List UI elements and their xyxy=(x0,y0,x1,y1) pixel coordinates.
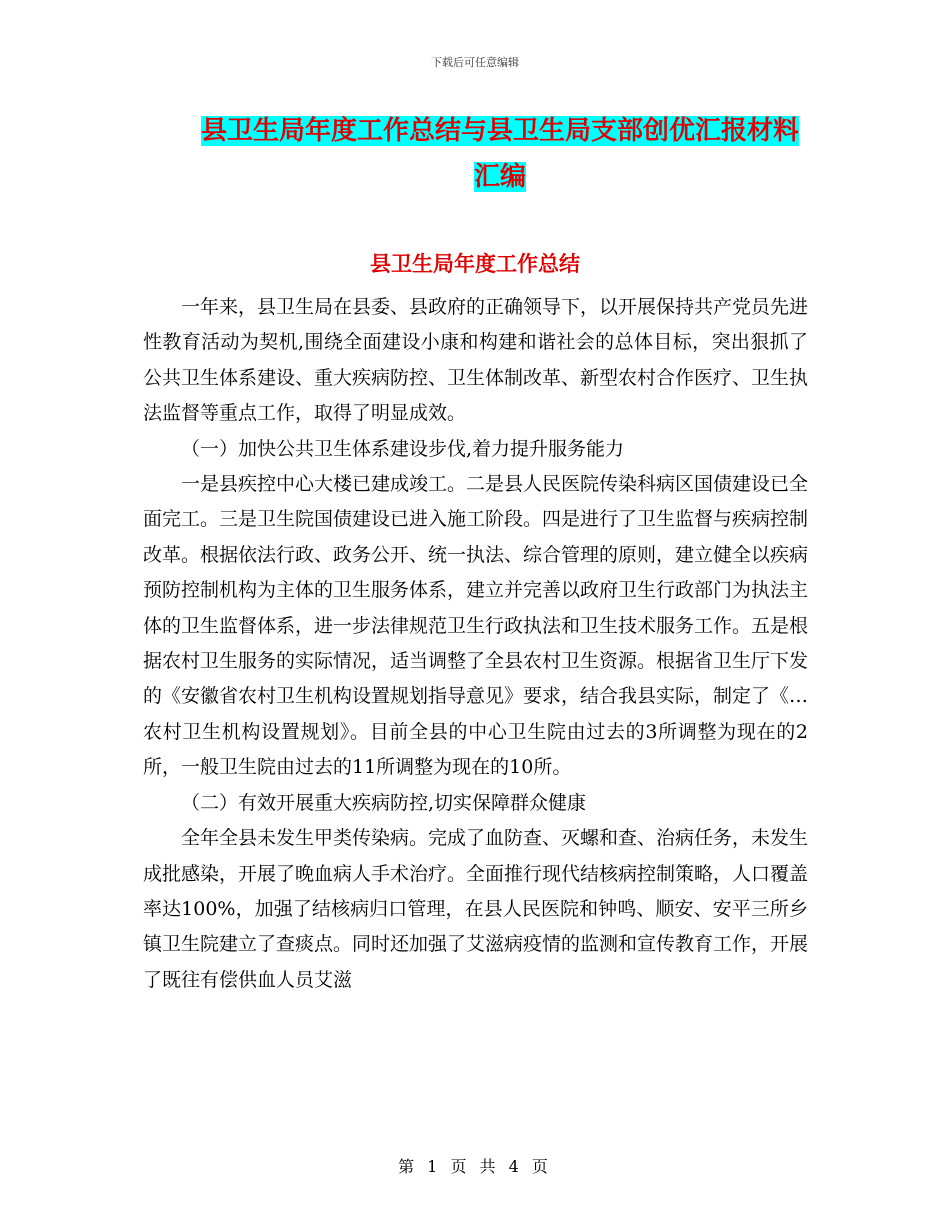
document-title-line2: 汇编 xyxy=(473,162,526,192)
paragraph-1: 一是县疾控中心大楼已建成竣工。二是县人民医院传染科病区国债建设已全面完工。三是卫生院国债建设已进入施工阶段。四是进行了卫生监督与疾病控制改革。根据依法行政、政务公开、统一执法、综合管理的原则，建立健全以疾病预防控制机构为主体的卫生服务体系，建立并完善以政府卫生行政部门为执法主体的卫生监督体系，进一步法律规范卫生行政执法和卫生技术服务工作。五是根据农村卫生服务的实际情况，适当调整了全县农村卫生资源。根据省卫生厅下发的《安徽省农村卫生机构设置规划指导意见》要求，结合我县实际，制定了《…农村卫生机构设置规划》。目前全县的中心卫生院由过去的3所调整为现在的2所，一般卫生院由过去的11所调整为现在的10所。 xyxy=(143,473,809,779)
subheading-1: （一）加快公共卫生体系建设步伐,着力提升服务能力 xyxy=(181,437,625,460)
subheading-2: （二）有效开展重大疾病防控,切实保障群众健康 xyxy=(181,791,587,814)
paragraph-2: 全年全县未发生甲类传染病。完成了血防查、灭螺和查、治病任务，未发生成批感染，开展了晚血病人手术治疗。全面推行现代结核病控制策略，人口覆盖率达100%，加强了结核病归口管理，在县人民医院和钟鸣、顺安、安平三所乡镇卫生院建立了查痰点。同时还加强了艾滋病疫情的监测和宣传教育工作，开展了既往有偿供血人员艾滋 xyxy=(143,827,809,991)
document-title xyxy=(150,108,850,200)
document-title-line1: 县卫生局年度工作总结与县卫生局支部创优汇报材料 xyxy=(200,116,799,146)
document-body xyxy=(143,290,808,998)
paragraph-intro: 一年来，县卫生局在县委、县政府的正确领导下，以开展保持共产党员先进性教育活动为契机,围绕全面建设小康和构建和谐社会的总体目标，突出狠抓了公共卫生体系建设、重大疾病防控、卫生体制改革、新型农村合作医疗、卫生执法监督等重点工作，取得了明显成效。 xyxy=(143,296,809,425)
page-header-note: 下载后可任意编辑 xyxy=(431,56,519,69)
page-number: 第 1 页 共 4 页 xyxy=(398,1157,552,1176)
section-title: 县卫生局年度工作总结 xyxy=(370,252,580,276)
